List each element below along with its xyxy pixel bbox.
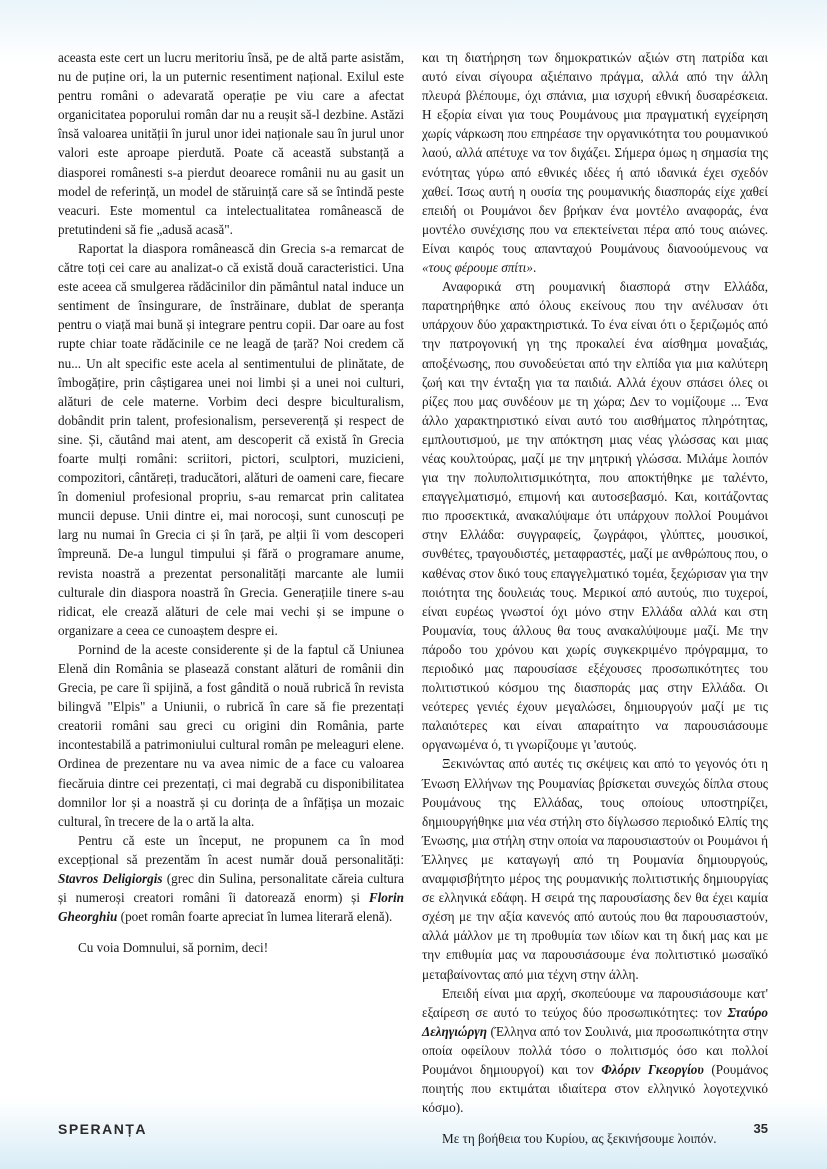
gr-p4-text-a: Επειδή είναι μια αρχή, σκοπεύουμε να παρουσιάσουμε κατ' εξαίρεση σε αυτό το τεύχος δύο προσωπικότητες: τον <box>422 985 768 1020</box>
page-number: 35 <box>753 1121 768 1136</box>
ro-p4-text-b: (grec din Sulina, personalitate căreia cultura și numeroși creatori români îi datorează enorm) și <box>58 871 404 906</box>
gr-p4-text-c: (Ρουμάνος ποιητής που εκτιμάται ιδιαίτερα στον ελληνικό λογοτεχνικό κόσμο). <box>422 1061 768 1116</box>
magazine-title: SPERANȚA <box>58 1121 148 1137</box>
ro-paragraph-1: aceasta este cert un lucru meritoriu însă, pe de altă parte asistăm, nu de puține ori, la un puternic resentiment național. Exilul este pentru români o adevarată operație pe viu care a afectat organicitatea poporului român dar nu a reușit să-l dezbine. Astăzi însă valoarea unității în jurul unor idei naționale sau în jurul unor valori este aproape pierdută. Poate că această substanță a diasporei românesti s-a pierdut deoarece românii nu au gasit un model de referință, un model de stăruință care să se întindă peste veacuri. Este momentul ca intelectualitatea românească de pretutindeni să fie „adusă acasă". <box>58 50 404 237</box>
greek-column <box>422 48 768 1148</box>
romanian-column <box>58 48 404 957</box>
gr-name-florin: Φλόριν Γκεοργίου <box>601 1061 704 1077</box>
ro-name-florin: Florin Gheorghiu <box>58 890 404 925</box>
ro-paragraph-4 <box>58 831 404 926</box>
gr-p1-text-a: και τη διατήρηση των δημοκρατικών αξιών στη πατρίδα και αυτό είναι σίγουρα αξιέπαινο πράγμα, αλλά από την άλλη πλευρά βλέπουμε, όχι σπάνια, μια ισχυρή εθνική δυσαρέσκεια. Η εξορία είναι για τους Ρουμάνους μια πραγματική εγχείρηση χωρίς νάρκωση που επηρέασε την οργανικότητα του ρουμανικού λαού, αλλά απέτυχε να τον διχάζει. Σήμερα όμως η σημασία της ενότητας γύρω από εθνικές ιδέες ή από ιδανικά έχει σχεδόν χαθεί. Ίσως αυτή η ουσία της ρουμανικής διασποράς είχε χαθεί επειδή οι Ρουμάνοι δεν βρήκαν ένα μοντέλο αναφοράς, ένα μοντέλο συνέχισης που να επεκτείνεται πέρα από τους αιώνες. Είναι καιρός τους απανταχού Ρουμάνους διανοούμενους να <box>422 50 768 256</box>
gr-p4-text-b: (Έλληνα από τον Σουλινά, μια προσωπικότητα στην οποία οφείλουν πολλά τόσο ο πολιτισμός όσο και πολλοί Ρουμάνοι δημιουργοί) και τον <box>422 1023 768 1077</box>
gr-paragraph-2: Αναφορικά στη ρουμανική διασπορά στην Ελλάδα, παρατηρήθηκε από όλους εκείνους που την ανέλυσαν ότι υπάρχουν δύο χαρακτηριστικά. Το ένα είναι ότι ο ξεριζωμός από την πατρογονική γη της προκαλεί ένα αίσθημα μοναξιάς, αποξένωσης, που συνοδεύεται από την ελπίδα για μια καλύτερη ζωή και την ένταξη για τα παιδιά. Αλλά έχουν σπάσει όλες οι ρίζες που μας συνδέουν με τη χώρα; Δεν το νομίζουμε ... Ένα άλλο χαρακτηριστικό είναι αυτό του αισθήματος πληρότητας, εμπλουτισμού, με την απόκτηση μιας νέας γλώσσας και μιας νέας κουλτούρας, μαζί με την μητρική γλώσσα. Μιλάμε λοιπόν για την πολυπολιτισμικότητα, που αποκτήθηκε με ταλέντο, επαγγελματισμό, επιμονή και αυτοσεβασμό. Και, κοιτάζοντας πιο προσεκτικά, ανακαλύψαμε ότι υπάρχουν πολλοί Ρουμάνοι στην Ελλάδα: συγγραφείς, ζωγράφοι, γλύπτες, μουσικοί, συνθέτες, τραγουδιστές, μεταφραστές, μαζί με ανθρώπους που, ο καθένας στον δικό τους επαγγελματικό τομέα, ξεχώρισαν για την ποιότητα της δουλειάς τους. Μερικοί από αυτούς, πιο τυχεροί, είναι ευρέως γνωστοί όχι μόνο στην Ελλάδα αλλά και στη Ρουμανία, τους άλλους θα τους ανακαλύψουμε μαζί. Με την πάροδο του χρόνου και χωρίς συγκεκριμένο πρόγραμμα, το περιοδικό μας παρουσίασε εξέχουσες προσωπικότητες του πολιτιστικού κόσμου της διασποράς μας στην Ελλάδα. Οι νεότερες γενιές έχουν μεγαλώσει, δημιουργούν μαζί με τις παλαιότερες και είναι απαραίτητο να παρουσιάσουμε οργανωμένα ό, τι γνωρίζουμε γι 'αυτούς. <box>422 279 768 753</box>
gr-closing-line: Με τη βοήθεια του Κυρίου, ας ξεκινήσουμε λοιπόν. <box>442 1131 717 1147</box>
ro-p4-text-c: (poet român foarte apreciat în lumea literară elenă). <box>117 909 393 925</box>
ro-paragraph-2: Raportat la diaspora românească din Grecia s-a remarcat de către toți cei care au analizat-o că există două caracteristici. Una este aceea că smulgerea rădăcinilor din pământul natal induce un sentiment de însingurare, de înstrăinare, dublat de speranța pentru o viață mai bună și integrare pentru copii. Dar oare au fost rupte chiar toate rădăcinile ce ne leagă de țară? Noi credem că nu... Un alt specific este acela al sentimentului de plinătate, de îmbogățire, prin câștigarea unei noi limbi și a unei noi culturi, alături de cele materne. Vorbim deci despre biculturalism, dobândit prin talent, profesionalism, perseverență și respect de sine. Și, căutând mai atent, am descoperit că există în Grecia foarte mulți români: scriitori, pictori, sculptori, muzicieni, compozitori, cântăreți, traducători, alături de oameni care, fiecare în domeniul profesional propriu, s-au remarcat prin calitatea muncii depuse. Unii dintre ei, mai norocoși, sunt cunoscuți pe larg nu numai în Grecia ci și în țară, pe alții îi vom descoperi împreună. De-a lungul timpului și fără o programare anume, revista noastră a prezentat personalități marcante ale lumii culturale din diaspora noastră în Grecia. Generațiile tinere s-au ridicat, ele crează alături de cele mai vechi și se impune o organizare a ceea ce cunoaștem despre ei. <box>58 240 404 638</box>
gr-paragraph-1 <box>422 48 768 277</box>
ro-name-stavros: Stavros Deligiorgis <box>58 871 163 887</box>
gr-p1-text-b: . <box>532 260 537 276</box>
gr-p1-quote: «τους φέρουμε σπίτι» <box>422 260 533 276</box>
ro-p4-text-a: Pentru că este un început, ne propunem ca în mod excepțional să prezentăm în acest număr două personalități: <box>58 832 404 867</box>
gr-paragraph-3: Ξεκινώντας από αυτές τις σκέψεις και από το γεγονός ότι η Ένωση Ελλήνων της Ρουμανίας βρίσκεται συνεχώς δίπλα στους Ρουμάνους της Ελλάδας, τους οποίους υποστηρίζει, δημιουργήθηκε μια νέα στήλη στο δίγλωσσο περιοδικό Ελπίς της Ένωσης, μια στήλη στην οποία να παρουσιαστούν οι Ρουμάνοι ή Έλληνες με καταγωγή από τη Ρουμανία δημιουργούς, αναμφισβήτητο μέρος της ρουμανικής πολιτιστικής δημιουργίας σε ελληνικά εδάφη. Η σειρά της παρουσίασης δεν θα έχει καμία σχέση με την αξία κανενός από αυτούς που θα παρουσιαστούν, αλλά μάλλον με τη προθυμία των ιδίων και τη δική μας και με την επιθυμία μας να παρουσιάσουμε ένα πολιτιστικό μωσαϊκό μεταβαίνοντας από μια τέχνη στην άλλη. <box>422 756 768 982</box>
gr-paragraph-4 <box>422 984 768 1118</box>
gr-name-stavros: Σταύρο Δεληγιώργη <box>422 1004 768 1039</box>
ro-paragraph-3: Pornind de la aceste considerente și de la faptul că Uniunea Elenă din România se plasează constant alături de românii din Grecia, pe care îi spijină, a fost gândită o nouă rubrică în revista bilingvă "Elpis" a Uniunii, o rubrică în care să fie prezentați creatorii români sau greci cu origini din România, parte incontestabilă a patrimoniului cultural român pe meleaguri elene. Ordinea de prezentare nu va avea nimic de a face cu valoarea fiecăruia dintre cei prezentați, ci mai degrabă cu disponibilitatea domnilor lor și a noastră și cu dorința de a înfățișa un mozaic cultural, în trecere de la o artă la alta. <box>58 641 404 829</box>
ro-closing-line: Cu voia Domnului, să pornim, deci! <box>78 940 269 956</box>
